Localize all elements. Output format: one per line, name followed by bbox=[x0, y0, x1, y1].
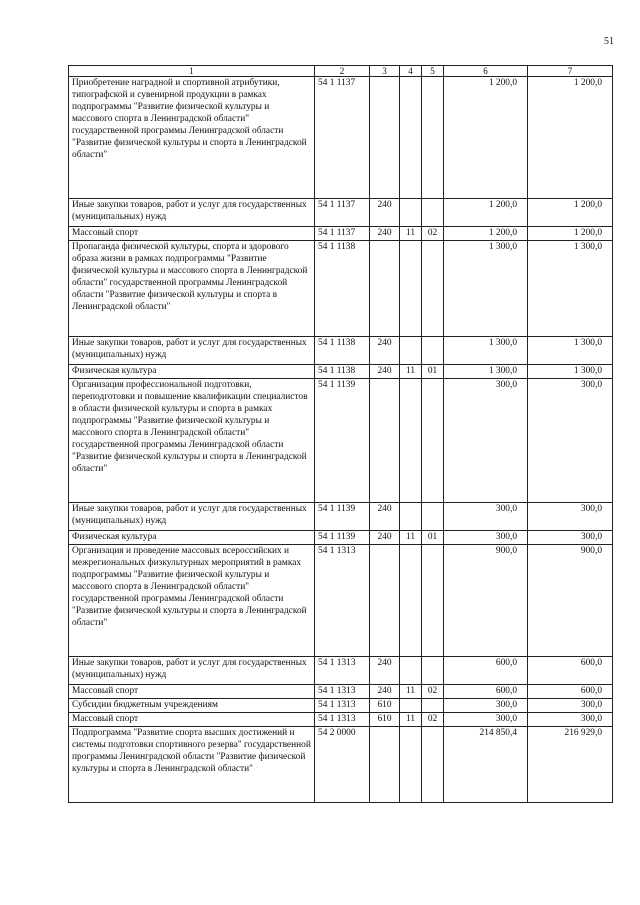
table-row bbox=[69, 241, 613, 337]
row-rz: 11 bbox=[400, 685, 422, 699]
row-sum-1: 1 200,0 bbox=[444, 199, 528, 227]
row-name: Пропаганда физической культуры, спорта и здорового образа жизни в рамках подпрограммы "Развитие физической культуры и массового спорта в Ленинградской области" государственной программы Ленинградской области "Развитие физической культуры и спорта в Ленинградской области" bbox=[69, 241, 315, 337]
row-sum-1: 300,0 bbox=[444, 379, 528, 503]
table-row bbox=[69, 503, 613, 531]
row-code: 54 1 1138 bbox=[315, 365, 370, 379]
row-code: 54 1 1313 bbox=[315, 685, 370, 699]
header-col-6: 6 bbox=[444, 66, 528, 77]
row-sum-2: 1 300,0 bbox=[528, 241, 613, 337]
row-sum-1: 600,0 bbox=[444, 685, 528, 699]
row-code: 54 1 1139 bbox=[315, 531, 370, 545]
row-pr: 01 bbox=[422, 365, 444, 379]
row-sum-2: 600,0 bbox=[528, 657, 613, 685]
header-col-5: 5 bbox=[422, 66, 444, 77]
table-row bbox=[69, 545, 613, 657]
table-row bbox=[69, 379, 613, 503]
row-code: 54 1 1313 bbox=[315, 657, 370, 685]
row-pr bbox=[422, 503, 444, 531]
row-sum-2: 300,0 bbox=[528, 379, 613, 503]
row-sum-2: 1 300,0 bbox=[528, 365, 613, 379]
row-sum-1: 300,0 bbox=[444, 503, 528, 531]
row-code: 54 1 1137 bbox=[315, 77, 370, 199]
row-sum-2: 600,0 bbox=[528, 685, 613, 699]
table-row bbox=[69, 727, 613, 803]
row-sum-1: 1 200,0 bbox=[444, 227, 528, 241]
row-vr: 240 bbox=[370, 531, 400, 545]
row-sum-1: 300,0 bbox=[444, 531, 528, 545]
row-name: Иные закупки товаров, работ и услуг для государственных (муниципальных) нужд bbox=[69, 657, 315, 685]
row-code: 54 1 1313 bbox=[315, 699, 370, 713]
row-code: 54 1 1137 bbox=[315, 227, 370, 241]
row-sum-1: 214 850,4 bbox=[444, 727, 528, 803]
row-rz bbox=[400, 545, 422, 657]
row-name: Иные закупки товаров, работ и услуг для государственных (муниципальных) нужд bbox=[69, 503, 315, 531]
row-rz bbox=[400, 337, 422, 365]
row-rz bbox=[400, 699, 422, 713]
row-name: Иные закупки товаров, работ и услуг для государственных (муниципальных) нужд bbox=[69, 199, 315, 227]
table-row bbox=[69, 199, 613, 227]
row-name: Субсидии бюджетным учреждениям bbox=[69, 699, 315, 713]
row-sum-1: 600,0 bbox=[444, 657, 528, 685]
row-sum-1: 300,0 bbox=[444, 699, 528, 713]
row-pr bbox=[422, 657, 444, 685]
row-pr bbox=[422, 379, 444, 503]
row-code: 54 2 0000 bbox=[315, 727, 370, 803]
row-sum-2: 1 200,0 bbox=[528, 77, 613, 199]
row-rz: 11 bbox=[400, 365, 422, 379]
row-name: Физическая культура bbox=[69, 365, 315, 379]
row-pr bbox=[422, 77, 444, 199]
table-row bbox=[69, 713, 613, 727]
row-sum-1: 1 300,0 bbox=[444, 337, 528, 365]
table-row bbox=[69, 337, 613, 365]
row-rz bbox=[400, 241, 422, 337]
row-name: Массовый спорт bbox=[69, 713, 315, 727]
header-col-7: 7 bbox=[528, 66, 613, 77]
header-col-3: 3 bbox=[370, 66, 400, 77]
row-rz bbox=[400, 727, 422, 803]
row-vr: 610 bbox=[370, 699, 400, 713]
row-name: Физическая культура bbox=[69, 531, 315, 545]
row-code: 54 1 1137 bbox=[315, 199, 370, 227]
table-row bbox=[69, 657, 613, 685]
row-pr: 02 bbox=[422, 713, 444, 727]
row-rz bbox=[400, 657, 422, 685]
row-sum-2: 900,0 bbox=[528, 545, 613, 657]
row-pr bbox=[422, 699, 444, 713]
row-rz bbox=[400, 199, 422, 227]
row-sum-1: 1 200,0 bbox=[444, 77, 528, 199]
table-row bbox=[69, 77, 613, 199]
row-vr bbox=[370, 727, 400, 803]
row-vr: 240 bbox=[370, 503, 400, 531]
row-name: Приобретение наградной и спортивной атрибутики, типографской и сувенирной продукции в рамках подпрограммы "Развитие физической культуры и массового спорта в Ленинградской области" государственной программы Ленинградской области "Развитие физической культуры и спорта в Ленинградской области" bbox=[69, 77, 315, 199]
row-vr bbox=[370, 379, 400, 503]
table-row bbox=[69, 365, 613, 379]
row-pr: 01 bbox=[422, 531, 444, 545]
header-col-4: 4 bbox=[400, 66, 422, 77]
row-pr: 02 bbox=[422, 685, 444, 699]
row-vr: 240 bbox=[370, 365, 400, 379]
row-vr bbox=[370, 77, 400, 199]
row-sum-2: 1 200,0 bbox=[528, 199, 613, 227]
row-rz bbox=[400, 77, 422, 199]
row-vr: 240 bbox=[370, 337, 400, 365]
row-rz: 11 bbox=[400, 227, 422, 241]
table-header-row bbox=[69, 66, 613, 77]
row-pr bbox=[422, 545, 444, 657]
row-sum-1: 300,0 bbox=[444, 713, 528, 727]
row-vr: 610 bbox=[370, 713, 400, 727]
row-pr bbox=[422, 199, 444, 227]
row-sum-2: 300,0 bbox=[528, 713, 613, 727]
row-name: Организация профессиональной подготовки, переподготовки и повышение квалификации специалистов в области физической культуры и спорта в рамках подпрограммы "Развитие физической культуры и массового спорта в Ленинградской области" государственной программы Ленинградской области "Развитие физической культуры и спорта в Ленинградской области" bbox=[69, 379, 315, 503]
row-rz bbox=[400, 503, 422, 531]
row-sum-2: 216 929,0 bbox=[528, 727, 613, 803]
row-name: Подпрограмма "Развитие спорта высших достижений и системы подготовки спортивного резерва" государственной программы Ленинградской области "Развитие физической культуры и спорта в Ленинградской области" bbox=[69, 727, 315, 803]
row-sum-1: 1 300,0 bbox=[444, 241, 528, 337]
row-sum-1: 900,0 bbox=[444, 545, 528, 657]
row-code: 54 1 1138 bbox=[315, 241, 370, 337]
row-vr: 240 bbox=[370, 227, 400, 241]
row-sum-2: 300,0 bbox=[528, 699, 613, 713]
header-col-1: 1 bbox=[69, 66, 315, 77]
table-row bbox=[69, 531, 613, 545]
row-sum-2: 300,0 bbox=[528, 531, 613, 545]
row-code: 54 1 1138 bbox=[315, 337, 370, 365]
table-row bbox=[69, 685, 613, 699]
row-code: 54 1 1313 bbox=[315, 545, 370, 657]
row-vr: 240 bbox=[370, 199, 400, 227]
row-rz: 11 bbox=[400, 531, 422, 545]
row-sum-2: 1 200,0 bbox=[528, 227, 613, 241]
row-vr bbox=[370, 545, 400, 657]
row-name: Иные закупки товаров, работ и услуг для государственных (муниципальных) нужд bbox=[69, 337, 315, 365]
row-vr: 240 bbox=[370, 685, 400, 699]
row-name: Массовый спорт bbox=[69, 227, 315, 241]
row-rz: 11 bbox=[400, 713, 422, 727]
table-row bbox=[69, 699, 613, 713]
row-sum-2: 1 300,0 bbox=[528, 337, 613, 365]
row-vr: 240 bbox=[370, 657, 400, 685]
header-col-2: 2 bbox=[315, 66, 370, 77]
row-sum-2: 300,0 bbox=[528, 503, 613, 531]
row-vr bbox=[370, 241, 400, 337]
row-name: Массовый спорт bbox=[69, 685, 315, 699]
row-pr: 02 bbox=[422, 227, 444, 241]
row-rz bbox=[400, 379, 422, 503]
page-number: 51 bbox=[604, 36, 614, 47]
row-pr bbox=[422, 727, 444, 803]
row-name: Организация и проведение массовых всероссийских и межрегиональных физкультурных мероприятий в рамках подпрограммы "Развитие физической культуры и массового спорта в Ленинградской области" государственной программы Ленинградской области "Развитие физической культуры и спорта в Ленинградской области" bbox=[69, 545, 315, 657]
row-pr bbox=[422, 241, 444, 337]
row-code: 54 1 1139 bbox=[315, 503, 370, 531]
row-code: 54 1 1139 bbox=[315, 379, 370, 503]
row-pr bbox=[422, 337, 444, 365]
table-row bbox=[69, 227, 613, 241]
row-code: 54 1 1313 bbox=[315, 713, 370, 727]
row-sum-1: 1 300,0 bbox=[444, 365, 528, 379]
budget-table bbox=[68, 65, 613, 803]
